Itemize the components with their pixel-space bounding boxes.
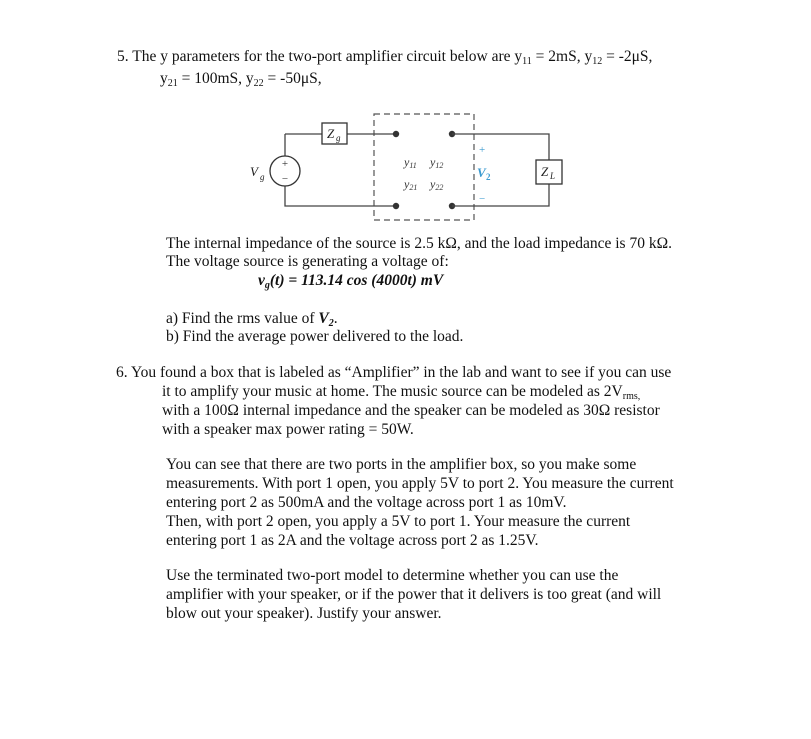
problem-number: 5. bbox=[117, 48, 129, 65]
svg-text:+: + bbox=[281, 158, 289, 170]
part-a: a) Find the rms value of $V_2$. bbox=[166, 310, 338, 329]
svg-text:V: V bbox=[250, 164, 258, 179]
voltage-statement: The voltage source is generating a voltage of: bbox=[166, 253, 449, 270]
two-port-box bbox=[374, 114, 474, 220]
svg-text:−: − bbox=[281, 173, 289, 185]
measurements-line-4: Then, with port 2 open, you apply a 5V to port 1. Your measure the current bbox=[166, 513, 631, 530]
svg-text:y22: y22 bbox=[430, 177, 444, 192]
problem-5-line-1 bbox=[117, 48, 652, 67]
problem-6-line-2: it to amplify your music at home. The music source can be modeled as $2V_{rms,}$ bbox=[162, 383, 641, 402]
param-y21: $y_{21} = 100mS$, bbox=[160, 70, 243, 89]
two-port-circuit-diagram bbox=[220, 110, 580, 230]
svg-text:g: g bbox=[336, 133, 341, 143]
part-b: b) Find the average power delivered to the load. bbox=[166, 328, 464, 345]
problem-intro: The y parameters for the two-port amplifier circuit below are bbox=[132, 48, 511, 65]
svg-text:y11: y11 bbox=[404, 155, 417, 170]
impedance-statement: The internal impedance of the source is 2.5 kΩ, and the load impedance is 70 kΩ. bbox=[166, 235, 672, 252]
task-line-1: Use the terminated two-port model to determine whether you can use the bbox=[166, 567, 619, 584]
task-line-3: blow out your speaker). Justify your answer. bbox=[166, 605, 442, 622]
measurements-line-1: You can see that there are two ports in the amplifier box, so you make some bbox=[166, 456, 637, 473]
measurements-line-5: entering port 1 as 2A and the voltage across port 2 as 1.25V. bbox=[166, 532, 539, 549]
param-y12: $y_{12} = -2\mu S$, bbox=[584, 48, 653, 67]
source-voltage-equation: $v_g(t) = 113.14$ cos (4000t) mV bbox=[258, 272, 444, 291]
svg-text:Z: Z bbox=[327, 126, 335, 141]
svg-text:L: L bbox=[550, 171, 556, 181]
zg-impedance-box bbox=[322, 123, 347, 144]
problem-6-line-3: with a 100Ω internal impedance and the speaker can be modeled as 30Ω resistor bbox=[162, 402, 660, 419]
param-y22: $y_{22} = -50\mu S$, bbox=[245, 70, 322, 89]
svg-text:−: − bbox=[479, 193, 486, 205]
svg-text:y12: y12 bbox=[430, 155, 444, 170]
voltage-source-icon bbox=[270, 156, 300, 186]
zl-load-box bbox=[536, 160, 562, 184]
param-y11: $y_{11} = 2mS$, bbox=[514, 48, 581, 67]
problem-6-line-4: with a speaker max power rating = 50W. bbox=[162, 421, 414, 438]
measurements-line-2: measurements. With port 1 open, you apply 5V to port 2. You measure the current bbox=[166, 475, 674, 492]
svg-text:2: 2 bbox=[486, 172, 491, 182]
problem-6-line-1: 6. You found a box that is labeled as “Amplifier” in the lab and want to see if you can use bbox=[116, 364, 672, 381]
svg-text:+: + bbox=[479, 144, 486, 156]
problem-5-line-2 bbox=[160, 70, 322, 89]
svg-text:V: V bbox=[477, 165, 486, 180]
measurements-line-3: entering port 2 as 500mA and the voltage across port 1 as 10mV. bbox=[166, 494, 567, 511]
svg-text:Z: Z bbox=[541, 164, 549, 179]
svg-text:g: g bbox=[260, 172, 265, 182]
svg-text:y21: y21 bbox=[404, 177, 418, 192]
task-line-2: amplifier with your speaker, or if the power that it delivers is too great (and will bbox=[166, 586, 662, 603]
